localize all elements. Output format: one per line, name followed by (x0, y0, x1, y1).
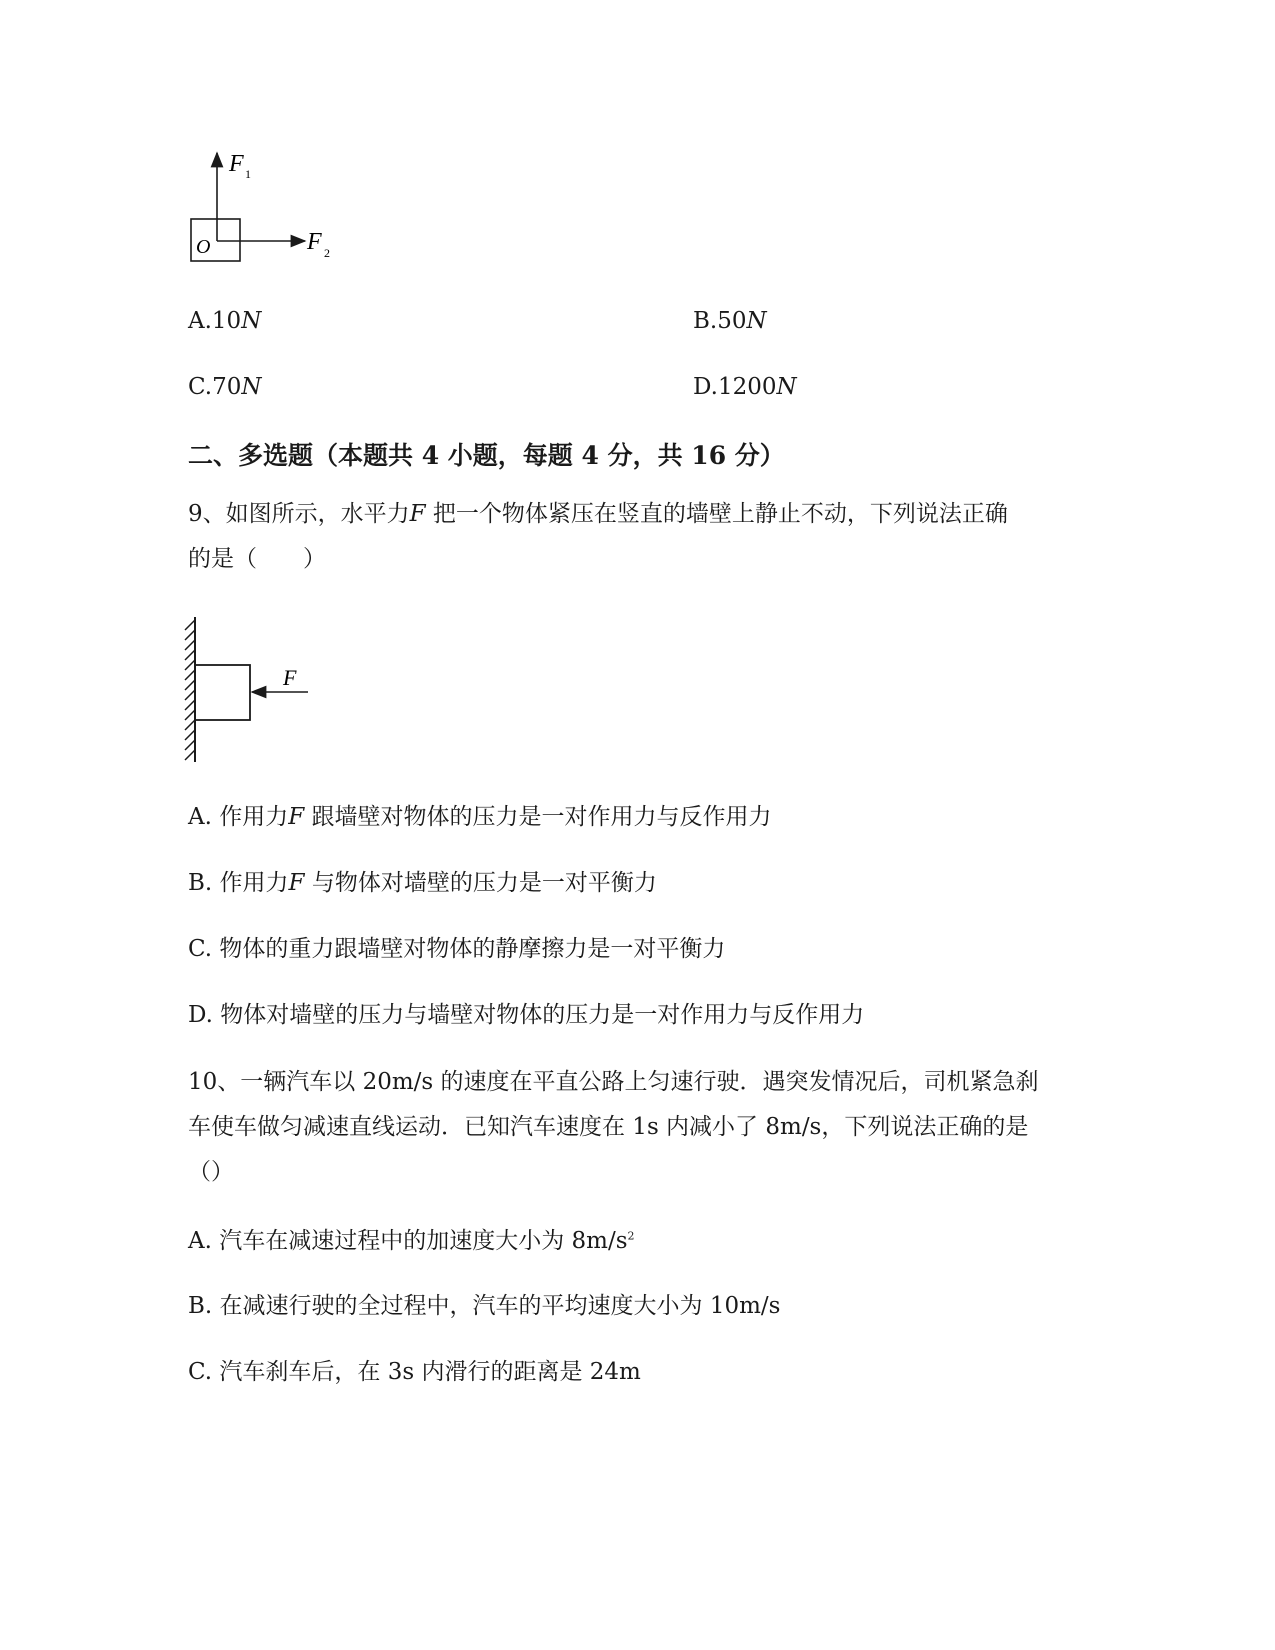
f2-subscript: 2 (324, 246, 330, 260)
q10-stem-line3: （） (188, 1159, 234, 1185)
origin-label: O (196, 236, 211, 258)
q8-option-c: C.70N (188, 374, 262, 400)
force-f-label: F (283, 665, 297, 690)
q9-stem-line1: 9、如图所示，水平力F 把一个物体紧压在竖直的墙壁上静止不动，下列说法正确 (188, 501, 1008, 527)
q9-stem-line2: 的是（ ） (188, 546, 326, 572)
q8-option-b: B.50N (693, 308, 767, 334)
q10-stem-line2: 车使车做匀减速直线运动．已知汽车速度在 1s 内减小了 8m/s，下列说法正确的是 (188, 1114, 1029, 1140)
f1-label: F (229, 151, 244, 177)
q8-option-d: D.1200N (693, 374, 797, 400)
wall-hatching (185, 620, 195, 760)
q9-option-d: D. 物体对墙壁的压力与墙壁对物体的压力是一对作用力与反作用力 (188, 1002, 865, 1028)
q9-option-a: A. 作用力F 跟墙壁对物体的压力是一对作用力与反作用力 (188, 804, 772, 830)
q10-option-c: C. 汽车刹车后，在 3s 内滑行的距离是 24m (188, 1359, 641, 1385)
q10-option-b: B. 在减速行驶的全过程中，汽车的平均速度大小为 10m/s (188, 1293, 781, 1319)
wall-block-diagram (180, 612, 330, 772)
section-heading-multiple-choice: 二、多选题（本题共 4 小题，每题 4 分，共 16 分） (188, 441, 785, 470)
q10-stem-line1: 10、一辆汽车以 20m/s 的速度在平直公路上匀速行驶．遇突发情况后，司机紧急刹 (188, 1069, 1039, 1095)
q8-option-a: A.10N (188, 308, 262, 334)
q9-option-b: B. 作用力F 与物体对墙壁的压力是一对平衡力 (188, 870, 657, 896)
force-diagram-f1-f2 (185, 145, 345, 275)
q10-option-a: A. 汽车在减速过程中的加速度大小为 $8m/s^2$ (188, 1228, 635, 1254)
f2-label: F (307, 229, 322, 255)
q9-option-c: C. 物体的重力跟墙壁对物体的静摩擦力是一对平衡力 (188, 936, 726, 962)
block-object (195, 665, 250, 720)
f1-subscript: 1 (245, 167, 251, 181)
